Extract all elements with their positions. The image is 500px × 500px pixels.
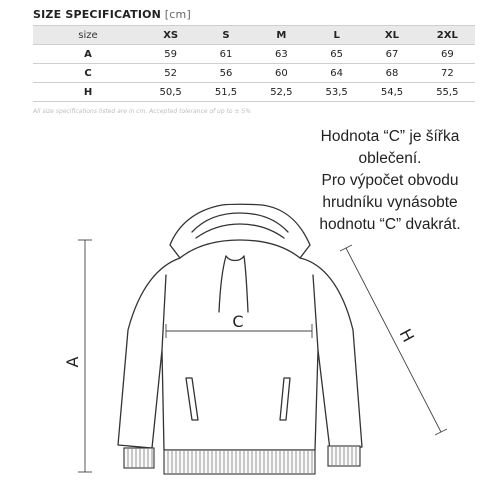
dimension-h-line [346,248,441,432]
drawstring-loop [226,256,244,261]
cuff-left [124,448,154,468]
table-cell: 56 [198,64,253,83]
dimension-h [340,245,447,435]
size-col-xs: XS [143,26,198,45]
hood-inner-fold [196,224,284,238]
table-cell: 52 [143,64,198,83]
table-cell: 63 [254,45,309,64]
explanation-line: Hodnota “C” je šířka [320,128,460,145]
table-cell: 53,5 [309,83,364,102]
hood-inner-outline [192,213,288,232]
table-cell: 52,5 [254,83,309,102]
explanation-line: hrudníku vynásobte [322,194,458,211]
table-cell: 64 [309,64,364,83]
size-corner-label: size [33,26,143,45]
table-cell: 72 [420,64,475,83]
table-cell: 69 [420,45,475,64]
row-label-a: A [33,45,143,64]
sleeve-seam-left [162,275,166,350]
heading-unit: [cm] [164,8,191,21]
explanation-line: oblečení. [358,150,422,167]
tolerance-note: All size specifications listed are in cm. Accepted tolerance of up to ± 5% [33,108,251,115]
size-col-l: L [309,26,364,45]
table-cell: 67 [364,45,419,64]
cuffs [124,446,360,474]
drawstring-left [219,256,226,312]
size-col-s: S [198,26,253,45]
size-col-2xl: 2XL [420,26,475,45]
dimension-h-tick-bottom [435,429,447,435]
dimension-h-label: H [395,325,419,346]
table-cell: 50,5 [143,83,198,102]
drawstring-right [244,256,248,312]
table-cell: 65 [309,45,364,64]
dimension-h-tick-top [340,245,352,251]
row-label-h: H [33,83,143,102]
table-cell: 51,5 [198,83,253,102]
table-cell: 55,5 [420,83,475,102]
dimension-a [78,240,92,472]
pocket-left [186,378,198,420]
heading-title: SIZE SPECIFICATION [33,8,162,21]
explanation-line: Pro výpočet obvodu [321,172,459,189]
waistband [164,450,315,474]
hood-outline [170,204,310,258]
body-outline [118,258,362,450]
size-col-xl: XL [364,26,419,45]
table-cell: 68 [364,64,419,83]
table-cell: 61 [198,45,253,64]
sleeve-seam-right [313,275,318,350]
row-label-c: C [33,64,143,83]
pocket-right [280,378,290,420]
table-cell: 59 [143,45,198,64]
dimension-c-label: C [232,312,244,331]
size-col-m: M [254,26,309,45]
explanation-line: hodnotu “C” dvakrát. [319,216,461,233]
table-cell: 60 [254,64,309,83]
table-cell: 54,5 [364,83,419,102]
dimension-a-label: A [63,356,82,368]
